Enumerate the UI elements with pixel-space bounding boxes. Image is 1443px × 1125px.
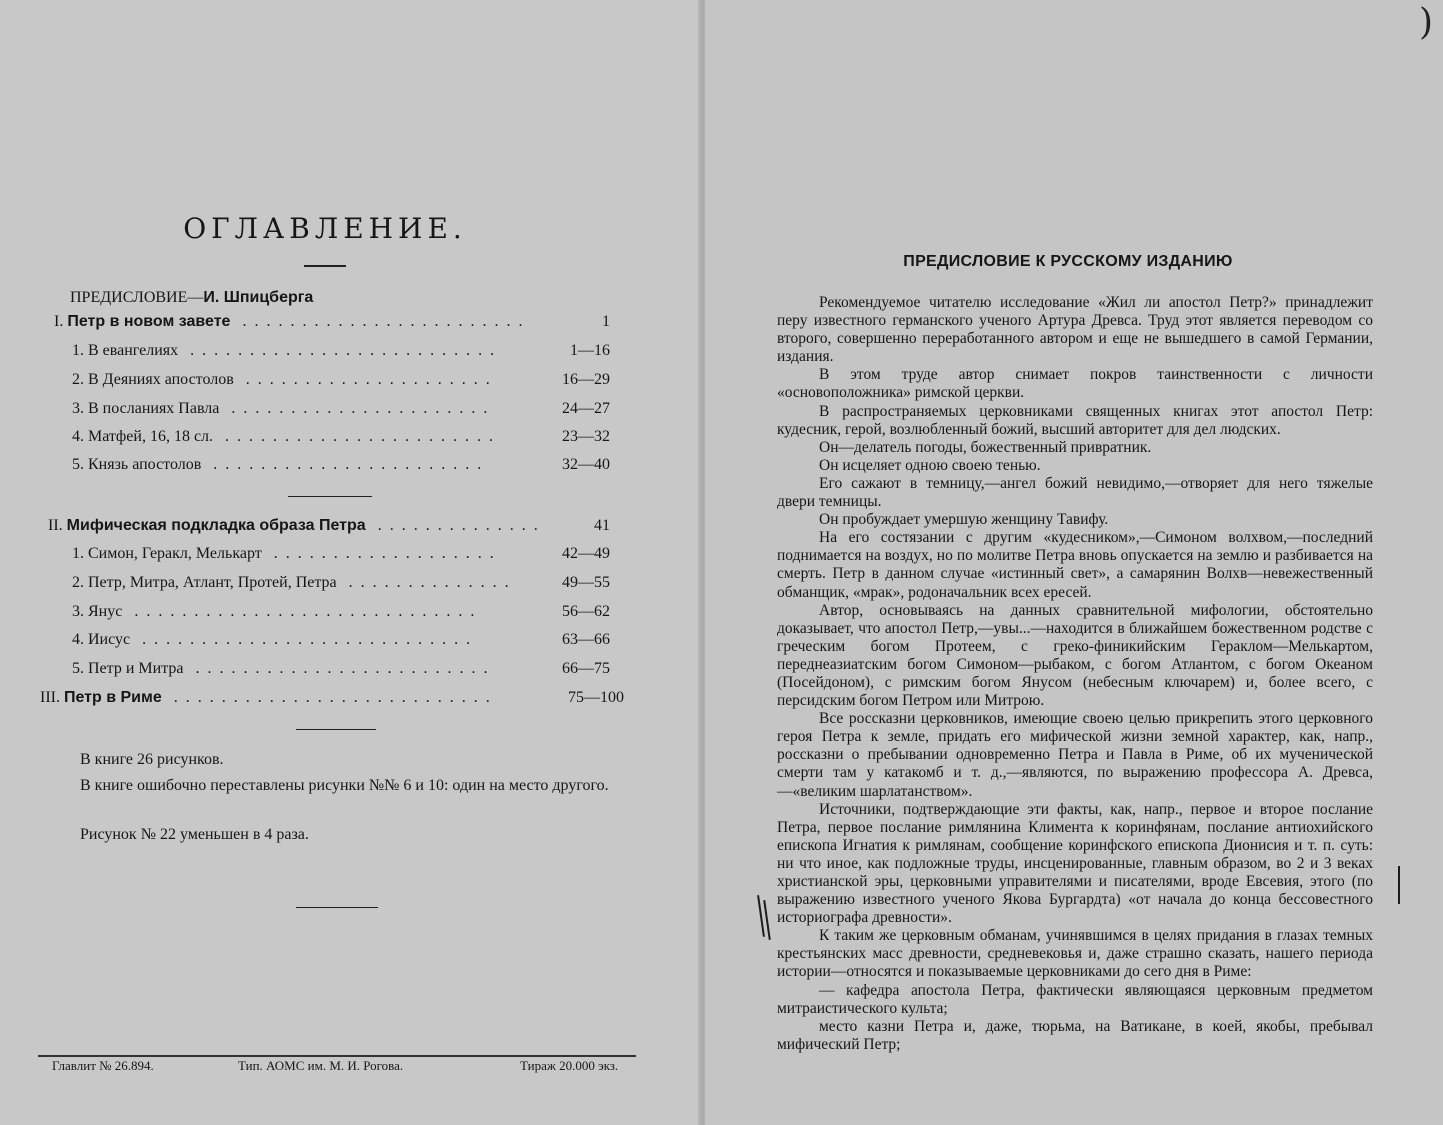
toc-entry-page: 32—40 bbox=[562, 456, 610, 473]
toc-entry-title: В посланиях Павла bbox=[88, 400, 220, 417]
toc-entry bbox=[54, 313, 530, 331]
toc-entry-title: Симон, Геракл, Мелькарт bbox=[88, 545, 262, 562]
toc-entry-number: 4. bbox=[72, 428, 84, 445]
toc-entry bbox=[72, 456, 489, 474]
title-rule bbox=[304, 265, 346, 267]
toc-entry-title: Янус bbox=[88, 603, 123, 620]
toc-entry-title: Матфей, 16, 18 сл. bbox=[88, 428, 214, 445]
toc-entry-number: 3. bbox=[72, 603, 84, 620]
toc-entry-page: 16—29 bbox=[562, 371, 610, 388]
note-figure-reduced: Рисунок № 22 уменьшен в 4 раза. bbox=[80, 826, 309, 843]
toc-entry-number: 5. bbox=[72, 660, 84, 677]
toc-entry bbox=[72, 660, 495, 678]
preface-author: И. Шпицберга bbox=[203, 289, 314, 306]
toc-entry-number: 3. bbox=[72, 400, 84, 417]
preface-paragraph: Он исцеляет одною своею тенью. bbox=[819, 456, 1041, 474]
toc-entry-page: 41 bbox=[594, 517, 610, 534]
footer-rule bbox=[38, 1055, 636, 1057]
toc-leader-dots: ............................ bbox=[130, 631, 479, 648]
toc-leader-dots: .............. bbox=[336, 574, 517, 591]
toc-entry-title: Петр в Риме bbox=[63, 689, 162, 706]
page-mark: ) bbox=[1418, 2, 1433, 43]
preface-paragraph: Его сажают в темницу,—ангел божий невидимо,—отворяет для него тяжелые двери темницы. bbox=[777, 474, 1373, 511]
toc-leader-dots: ....................... bbox=[201, 456, 490, 473]
preface-paragraph: В распространяемых церковниками священных книгах этот апостол Петр: кудесник, герой, возлюбленный божий, высший авторитет для дел людских. bbox=[777, 402, 1373, 438]
left-page bbox=[0, 0, 700, 1125]
toc-entry-page: 23—32 bbox=[562, 428, 610, 445]
toc-entry-number: III. bbox=[40, 689, 60, 706]
preface-paragraph: К таким же церковным обманам, учинявшимся в целях придания в глазах темных крестьянских масс древности, средневековья и, даже страшно сказать, нашего периода истории—относятся и показываемые церковниками до сего дня в Риме: bbox=[777, 927, 1373, 981]
toc-leader-dots: ......................... bbox=[183, 660, 496, 677]
toc-entry-page: 63—66 bbox=[562, 631, 610, 648]
toc-entry-number: 1. bbox=[72, 545, 84, 562]
toc-entry-title: Князь апостолов bbox=[88, 456, 202, 473]
toc-entry-page: 1—16 bbox=[570, 342, 610, 359]
toc-entry-number: 4. bbox=[72, 631, 84, 648]
toc-entry-number: 1. bbox=[72, 342, 84, 359]
note-figures-count: В книге 26 рисунков. bbox=[80, 751, 224, 768]
preface-paragraph: Автор, основываясь на данных сравнительной мифологии, обстоятельно доказывает, что апостол Петр,—увы...—находится в ближайшем божественном родстве с греческим богом Протеем, с греко-финикийским Гераклом—Мелькартом, переднеазиатским богом Симоном—рыбаком, с богом Атлантом, с богом Океаном (Посейдоном), с римским богом Янусом (небесным ключарем) и, более всего, с персидским богом Петром или Митрою. bbox=[777, 601, 1373, 710]
toc-entry bbox=[72, 371, 498, 389]
preface-paragraph: Источники, подтверждающие эти факты, как, напр., первое и второе послание Петра, первое послание римлянина Климента к коринфянам, послание антиохийского епископа Игнатия к римлянам, сообщение коринфского епископа Дионисия и т. п. суть: ни что иное, как подложные труды, инсценированные, главным образом, во 2 и 3 веках христианской эры, церковными управителями и писателями, вроде Евсевия, этого (по выражению известного ученого Якова Бургардта) «от начала до конца бессовестного историографа древности». bbox=[777, 800, 1373, 927]
toc-leader-dots: ...................... bbox=[219, 400, 496, 417]
toc-entry-number: II. bbox=[48, 517, 63, 534]
toc-leader-dots: ................... bbox=[261, 545, 502, 562]
preface-paragraph: — кафедра апостола Петра, фактически являющаяся церковным предметом митраистического культа; bbox=[777, 981, 1373, 1017]
toc-title: ОГЛАВЛЕНИЕ. bbox=[183, 212, 467, 245]
toc-leader-dots: ............................. bbox=[122, 603, 483, 620]
toc-entry bbox=[72, 342, 502, 360]
toc-entry bbox=[72, 574, 517, 592]
toc-leader-dots: .............. bbox=[365, 517, 546, 534]
toc-entry bbox=[72, 603, 482, 621]
preface-paragraph: Все россказни церковников, имеющие своею целью прикрепить этого церковного героя Петра к земле, придать его мифической жизни земной характер, как, напр., россказни о пребывании одновременно Петра и Павла в Риме, об их мученической смерти там у катакомб и т. д.,—являются, по выражению профессора А. Древса,—«великим шарлатанством». bbox=[777, 710, 1373, 800]
preface-body bbox=[777, 294, 1373, 1054]
toc-entry-title: Петр и Митра bbox=[88, 660, 184, 677]
toc-entry-page: 24—27 bbox=[562, 400, 610, 417]
toc-entry-title: Петр, Митра, Атлант, Протей, Петра bbox=[88, 574, 337, 591]
toc-entry-page: 56—62 bbox=[562, 603, 610, 620]
toc-entry-number: 5. bbox=[72, 456, 84, 473]
footer-glavlit: Главлит № 26.894. bbox=[52, 1058, 154, 1073]
toc-leader-dots: ........................ bbox=[230, 313, 531, 330]
toc-entry-page: 1 bbox=[602, 313, 610, 330]
toc-entry bbox=[72, 545, 502, 563]
toc-entry-title: В евангелиях bbox=[88, 342, 179, 359]
preface-paragraph: В этом труде автор снимает покров таинственности с личности «основоположника» римской церкви. bbox=[777, 366, 1373, 402]
section-divider bbox=[288, 496, 372, 497]
toc-entry-title: Иисус bbox=[88, 631, 131, 648]
preface-paragraph: Он—делатель погоды, божественный привратник. bbox=[819, 438, 1152, 456]
toc-leader-dots: ..................... bbox=[233, 371, 498, 388]
toc-leader-dots: .......................... bbox=[178, 342, 503, 359]
toc-leader-dots: ........................... bbox=[161, 689, 498, 706]
preface-line bbox=[70, 289, 313, 307]
toc-entry-title: Петр в новом завете bbox=[67, 313, 231, 330]
toc-entry-title: Мифическая подкладка образа Петра bbox=[66, 517, 366, 534]
preface-paragraph: Рекомендуемое читателю исследование «Жил ли апостол Петр?» принадлежит перу известного германского ученого Артура Древса. Труд этот является переводом со второго, совершенно переработанного автором и еще не вышедшего в самой Германии, издания. bbox=[777, 294, 1373, 366]
toc-entry bbox=[48, 517, 546, 535]
preface-paragraph: На его состязании с другим «кудесником»,—Симоном волхвом,—последний поднимается на воздух, но по молитве Петра вновь опускается на землю и разбивается на смерть. Петр в данном случае «истинный свет», а самарянин Волхв—невежественный обманщик, «мрак», родоначальник всех ересей. bbox=[777, 529, 1373, 601]
footer-printer: Тип. АОМС им. М. И. Рогова. bbox=[238, 1058, 404, 1073]
toc-entry-page: 49—55 bbox=[562, 574, 610, 591]
footer-print-run: Тираж 20.000 экз. bbox=[520, 1058, 619, 1073]
preface-paragraph: место казни Петра и, даже, тюрьма, на Ватикане, в коей, якобы, пребывал мифический Петр; bbox=[777, 1017, 1373, 1053]
toc-entry-title: В Деяниях апостолов bbox=[88, 371, 234, 388]
preface-prefix: ПРЕДИСЛОВИЕ— bbox=[70, 289, 204, 306]
toc-entry bbox=[72, 428, 501, 446]
bottom-ornament-rule bbox=[296, 907, 378, 908]
preface-heading: ПРЕДИСЛОВИЕ К РУССКОМУ ИЗДАНИЮ bbox=[903, 253, 1233, 270]
section-divider bbox=[296, 729, 376, 730]
toc-entry bbox=[72, 631, 478, 649]
toc-entry-number: 2. bbox=[72, 574, 84, 591]
toc-entry-page: 42—49 bbox=[562, 545, 610, 562]
toc-entry-page: 66—75 bbox=[562, 660, 610, 677]
toc-leader-dots: ....................... bbox=[213, 428, 502, 445]
note-figures-swapped: В книге ошибочно переставлены рисунки №№ 6 и 10: один на место другого. bbox=[80, 777, 609, 794]
preface-paragraph: Он пробуждает умершую женщину Тавифу. bbox=[819, 511, 1109, 529]
toc-entry-number: I. bbox=[54, 313, 64, 330]
toc-entry-page: 75—100 bbox=[568, 689, 624, 706]
toc-entry bbox=[40, 689, 498, 707]
margin-pencil-mark bbox=[1398, 866, 1400, 904]
toc-entry-number: 2. bbox=[72, 371, 84, 388]
toc-entry bbox=[72, 400, 495, 418]
